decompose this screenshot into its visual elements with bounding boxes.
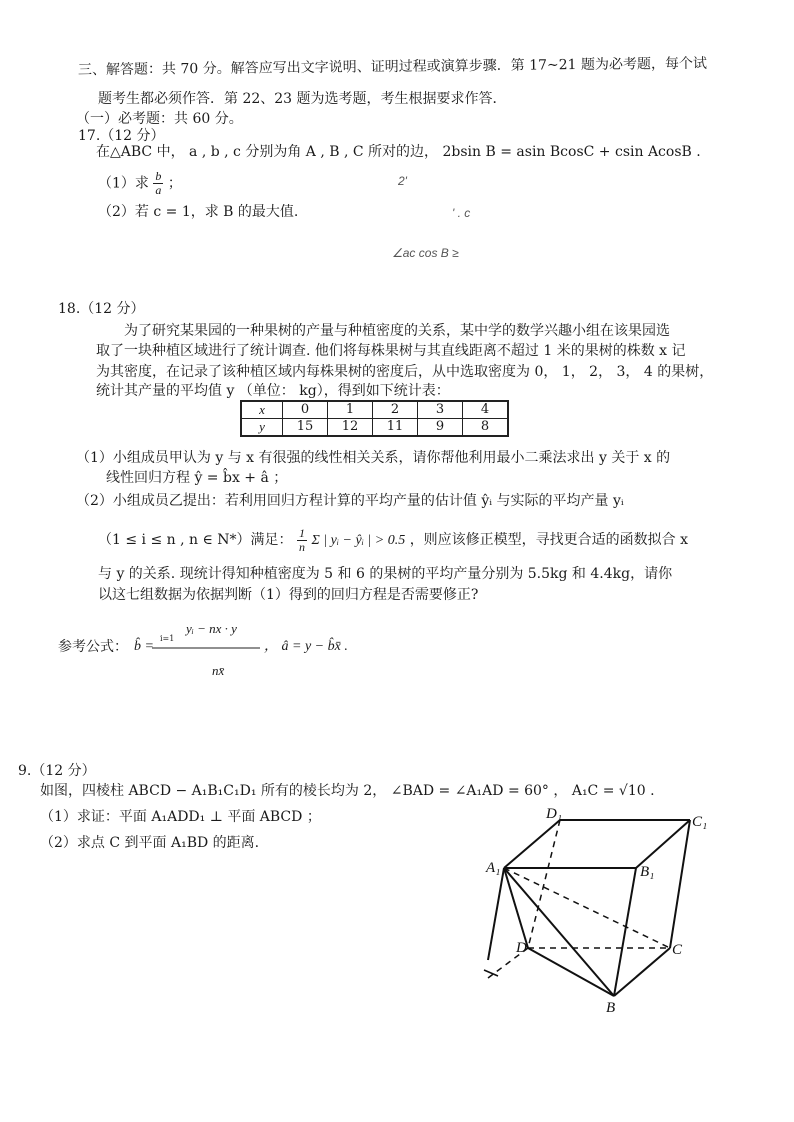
q17-part1-fraction [153, 170, 163, 197]
table-cell: 3 [418, 401, 463, 419]
q19-number: 9.（12 分） [18, 763, 96, 779]
section-header-line2: 题考生都必须作答．第 22、23 题为选考题，考生根据要求作答． [98, 91, 507, 107]
q17-number: 17.（12 分） [78, 128, 165, 144]
table-cell: 1 [328, 401, 373, 419]
table-cell: 12 [328, 419, 373, 437]
q17-part2: （2）若 c = 1，求 B 的最大值. [98, 204, 299, 220]
table-cell: 0 [283, 401, 328, 419]
required-label: （一）必考题：共 60 分。 [76, 111, 243, 127]
q18-condition-prefix: （1 ≤ i ≤ n , n ∈ N*）满足： [98, 532, 293, 548]
table-cell: 15 [283, 419, 328, 437]
formula-fraction-bar [152, 646, 262, 650]
q17-scribble-1: 2' [398, 174, 407, 188]
q17-frac-denominator: a [155, 183, 162, 197]
q17-scribble-3: ∠ac cos B ≥ [392, 246, 459, 260]
edge-A1-D1 [504, 820, 560, 868]
edge-B1-B [614, 868, 636, 996]
q17-frac-numerator: b [155, 169, 162, 183]
formula-b-hat: b̂ = [134, 639, 154, 654]
prism-figure [460, 800, 720, 1020]
q18-part2-c: 与 y 的关系. 现统计得知种植密度为 5 和 6 的果树的平均产量分别为 5.5kg 和 4.4kg，请你 [98, 566, 673, 582]
q18-stat-table [240, 400, 509, 437]
q18-condition-suffix: ，则应该修正模型，寻找更合适的函数拟合 x [409, 532, 689, 548]
q19-part1: （1）求证：平面 A₁ADD₁ ⊥ 平面 ABCD ； [40, 809, 321, 825]
q18-stem-1: 为了研究某果园的一种果树的产量与种植密度的关系，某中学的数学兴趣小组在该果园选 [124, 323, 670, 339]
q18-frac-denominator: n [299, 539, 305, 554]
formula-a-hat: ， â = y − b̂x̄ . [264, 639, 348, 654]
q18-stem-2: 取了一块种植区域进行了统计调查. 他们将每株果树与其直线距离不超过 1 米的果树的株数 x 记 [96, 343, 686, 359]
edge-A1-B [504, 868, 614, 996]
label-D: D [516, 940, 527, 956]
q17-part1-prefix: （1）求 [98, 175, 149, 192]
q18-stem-3: 为其密度，在记录了该种植区域内每株果树的密度后，从中选取密度为 0， 1， 2， 3， 4 的果树， [96, 364, 714, 380]
edge-A1-D [504, 868, 528, 948]
q18-part1-a: （1）小组成员甲认为 y 与 x 有很强的线性相关关系，请你帮他利用最小二乘法求出 y 关于 x 的 [76, 450, 671, 466]
formula-denominator: nx̄ [212, 663, 225, 678]
q18-part2-a: （2）小组成员乙提出：若利用回归方程计算的平均产量的估计值 ŷᵢ 与实际的平均产量 yᵢ [76, 493, 624, 509]
q17-scribble-2: ' . c [452, 206, 471, 220]
label-B: B [606, 1000, 616, 1016]
edge-A1-C-dashed [504, 868, 670, 948]
label-B1: B₁ [640, 864, 655, 880]
table-header-y: y [241, 419, 283, 437]
edge-D-B [528, 948, 614, 996]
q18-condition-fraction [297, 527, 307, 554]
edge-C1-C [670, 820, 690, 948]
q18-stem-4: 统计其产量的平均值 y （单位： kg），得到如下统计表： [96, 383, 450, 399]
edge-B-C [614, 948, 670, 996]
edge-A1-A [488, 868, 504, 960]
table-header-x: x [241, 401, 283, 419]
q17-stem: 在△ABC 中， a , b , c 分别为角 A , B , C 所对的边， 2bsin B = asin BcosC + csin AcosB . [96, 144, 701, 160]
label-C: C [672, 942, 683, 958]
formula-sum-index: i=1 [160, 634, 175, 643]
q18-condition-sum: Σ | yᵢ − ŷᵢ | > 0.5 [311, 533, 406, 548]
q19-part2: （2）求点 C 到平面 A₁BD 的距离. [40, 835, 260, 851]
q17-part1 [98, 170, 182, 197]
table-cell: 2 [373, 401, 418, 419]
formula-numerator: yᵢ − nx · y [186, 621, 237, 636]
table-row-y [241, 419, 508, 437]
q17-part1-suffix: ； [167, 175, 182, 192]
formula-label: 参考公式： [58, 639, 128, 655]
q19-stem: 如图，四棱柱 ABCD − A₁B₁C₁D₁ 所有的棱长均为 2， ∠BAD = ∠A₁AD = 60° ， A₁C = √10 . [40, 783, 655, 799]
q18-frac-numerator: 1 [299, 525, 305, 540]
q18-number: 18.（12 分） [58, 301, 145, 317]
edge-C1-B1 [636, 820, 690, 868]
table-cell: 8 [463, 419, 509, 437]
label-C1: C₁ [692, 814, 708, 830]
table-cell: 11 [373, 419, 418, 437]
q18-part2-d: 以这七组数据为依据判断（1）得到的回归方程是否需要修正? [98, 587, 479, 603]
label-A1: A₁ [486, 860, 501, 876]
table-cell: 9 [418, 419, 463, 437]
q18-part2-b [98, 526, 688, 555]
q18-part1-b: 线性回归方程 ŷ = b̂x + â ； [106, 470, 288, 486]
label-D1: D₁ [546, 806, 563, 822]
table-row-x [241, 401, 508, 419]
section-header-line1: 三、解答题：共 70 分。解答应写出文字说明、证明过程或演算步骤．第 17~21 题为必考题，每个试 [77, 55, 708, 79]
table-cell: 4 [463, 401, 509, 419]
